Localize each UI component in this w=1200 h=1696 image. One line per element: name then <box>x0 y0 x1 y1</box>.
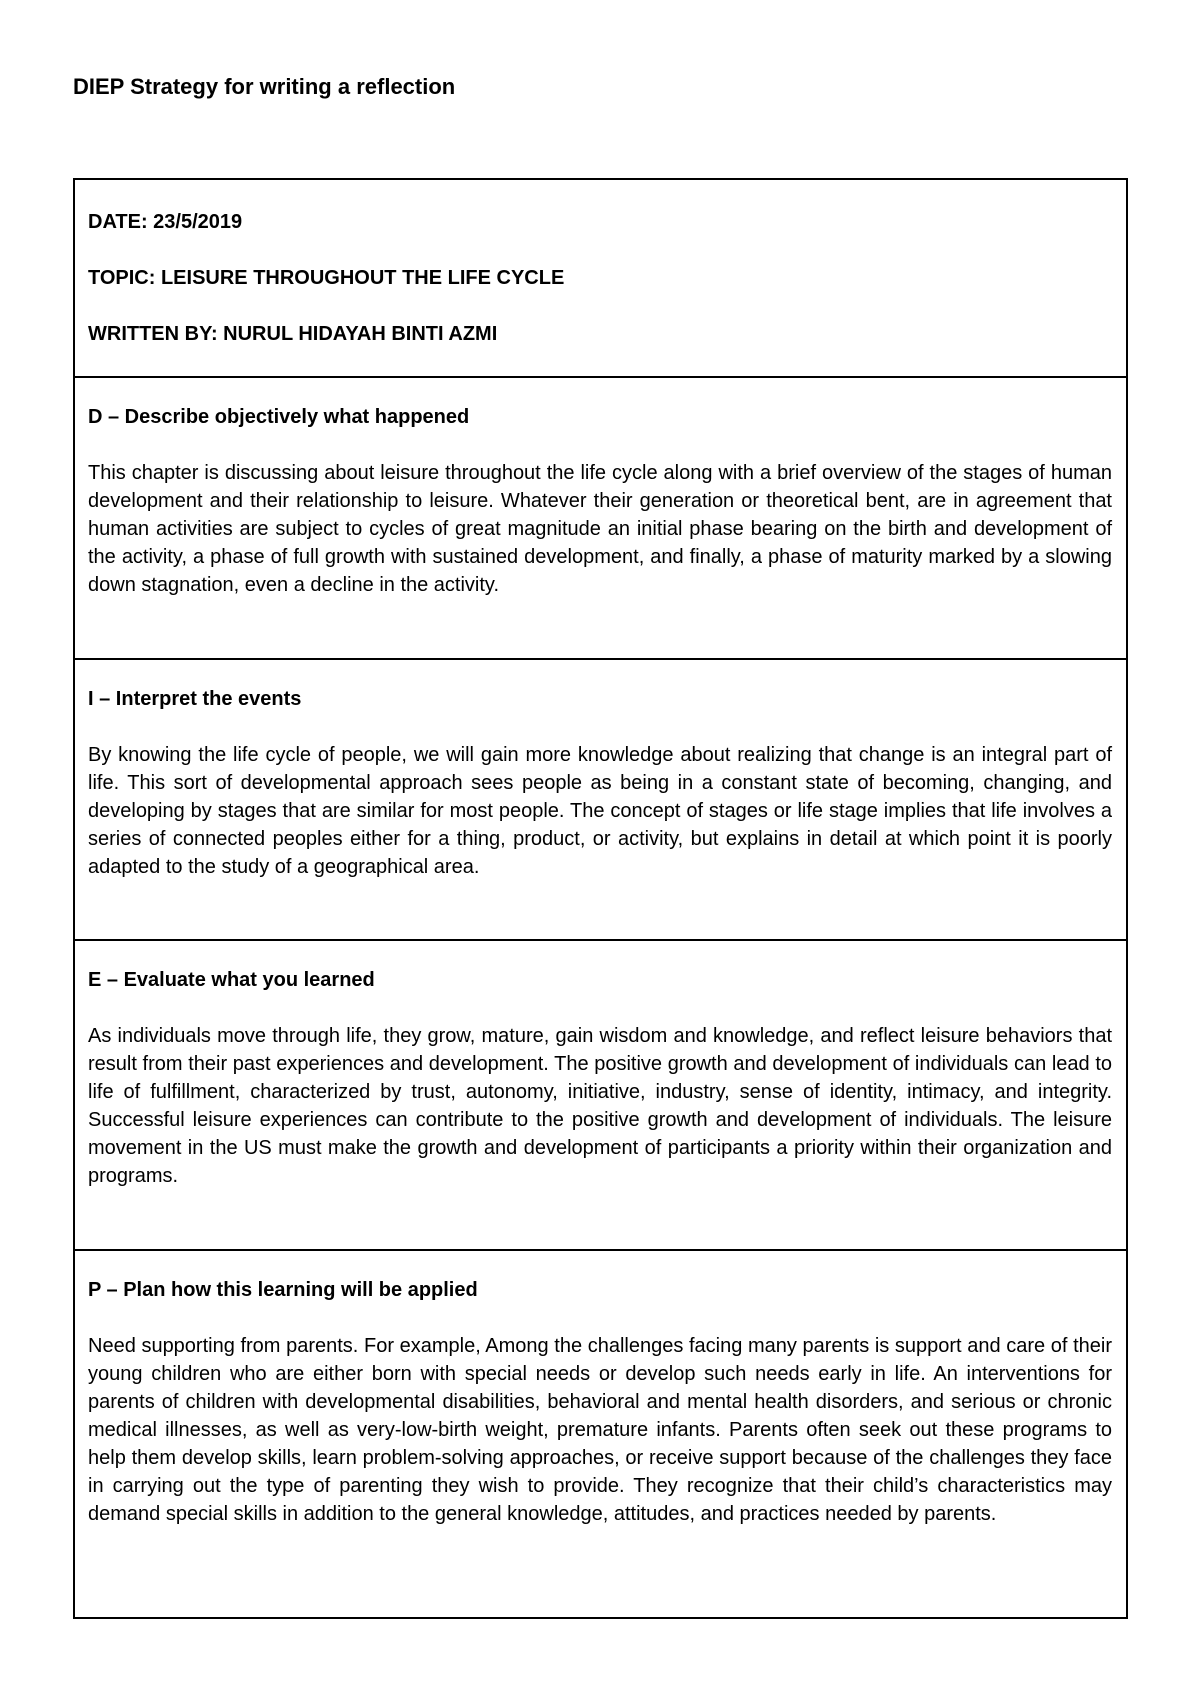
date-line: DATE: 23/5/2019 <box>88 211 243 233</box>
evaluate-body: As individuals move through life, they grow, mature, gain wisdom and knowledge, and reflect leisure behaviors that result from their past experiences and development. The positive growth and development of individuals can lead to life of fulfillment, characterized by trust, autonomy, initiative, industry, sense of identity, intimacy, and integrity. Successful leisure experiences can contribute to the positive growth and development of individuals. The leisure movement in the US must make the growth and development of participants a priority within their organization and programs. <box>88 1025 1112 1187</box>
page-title: DIEP Strategy for writing a reflection <box>73 74 456 99</box>
evaluate-heading: E – Evaluate what you learned <box>88 969 375 991</box>
interpret-body: By knowing the life cycle of people, we will gain more knowledge about realizing that change is an integral part of life. This sort of developmental approach sees people as being in a constant state of becoming, changing, and developing by stages that are similar for most people. The concept of stages or life stage implies that life involves a series of connected peoples either for a thing, product, or activity, but explains in detail at which point it is poorly adapted to the study of a geographical area. <box>88 744 1112 878</box>
reflection-table <box>73 178 1128 1619</box>
plan-section <box>75 1251 1126 1617</box>
describe-section <box>75 378 1126 660</box>
evaluate-section <box>75 941 1126 1251</box>
header-cell <box>75 180 1126 378</box>
author-line: WRITTEN BY: NURUL HIDAYAH BINTI AZMI <box>88 323 498 345</box>
topic-line: TOPIC: LEISURE THROUGHOUT THE LIFE CYCLE <box>88 267 565 289</box>
plan-body: Need supporting from parents. For example, Among the challenges facing many parents is support and care of their young children who are either born with special needs or develop such needs early in life. An interventions for parents of children with developmental disabilities, behavioral and mental health disorders, and serious or chronic medical illnesses, as well as very-low-birth weight, premature infants. Parents often seek out these programs to help them develop skills, learn problem-solving approaches, or receive support because of the challenges they face in carrying out the type of parenting they wish to provide. They recognize that their child’s characteristics may demand special skills in addition to the general knowledge, attitudes, and practices needed by parents. <box>88 1335 1112 1525</box>
describe-body: This chapter is discussing about leisure throughout the life cycle along with a brief overview of the stages of human development and their relationship to leisure. Whatever their generation or theoretical bent, are in agreement that human activities are subject to cycles of great magnitude an initial phase bearing on the birth and development of the activity, a phase of full growth with sustained development, and finally, a phase of maturity marked by a slowing down stagnation, even a decline in the activity. <box>88 462 1112 596</box>
describe-heading: D – Describe objectively what happened <box>88 406 470 428</box>
interpret-section <box>75 660 1126 941</box>
plan-heading: P – Plan how this learning will be applied <box>88 1279 478 1301</box>
interpret-heading: I – Interpret the events <box>88 688 302 710</box>
